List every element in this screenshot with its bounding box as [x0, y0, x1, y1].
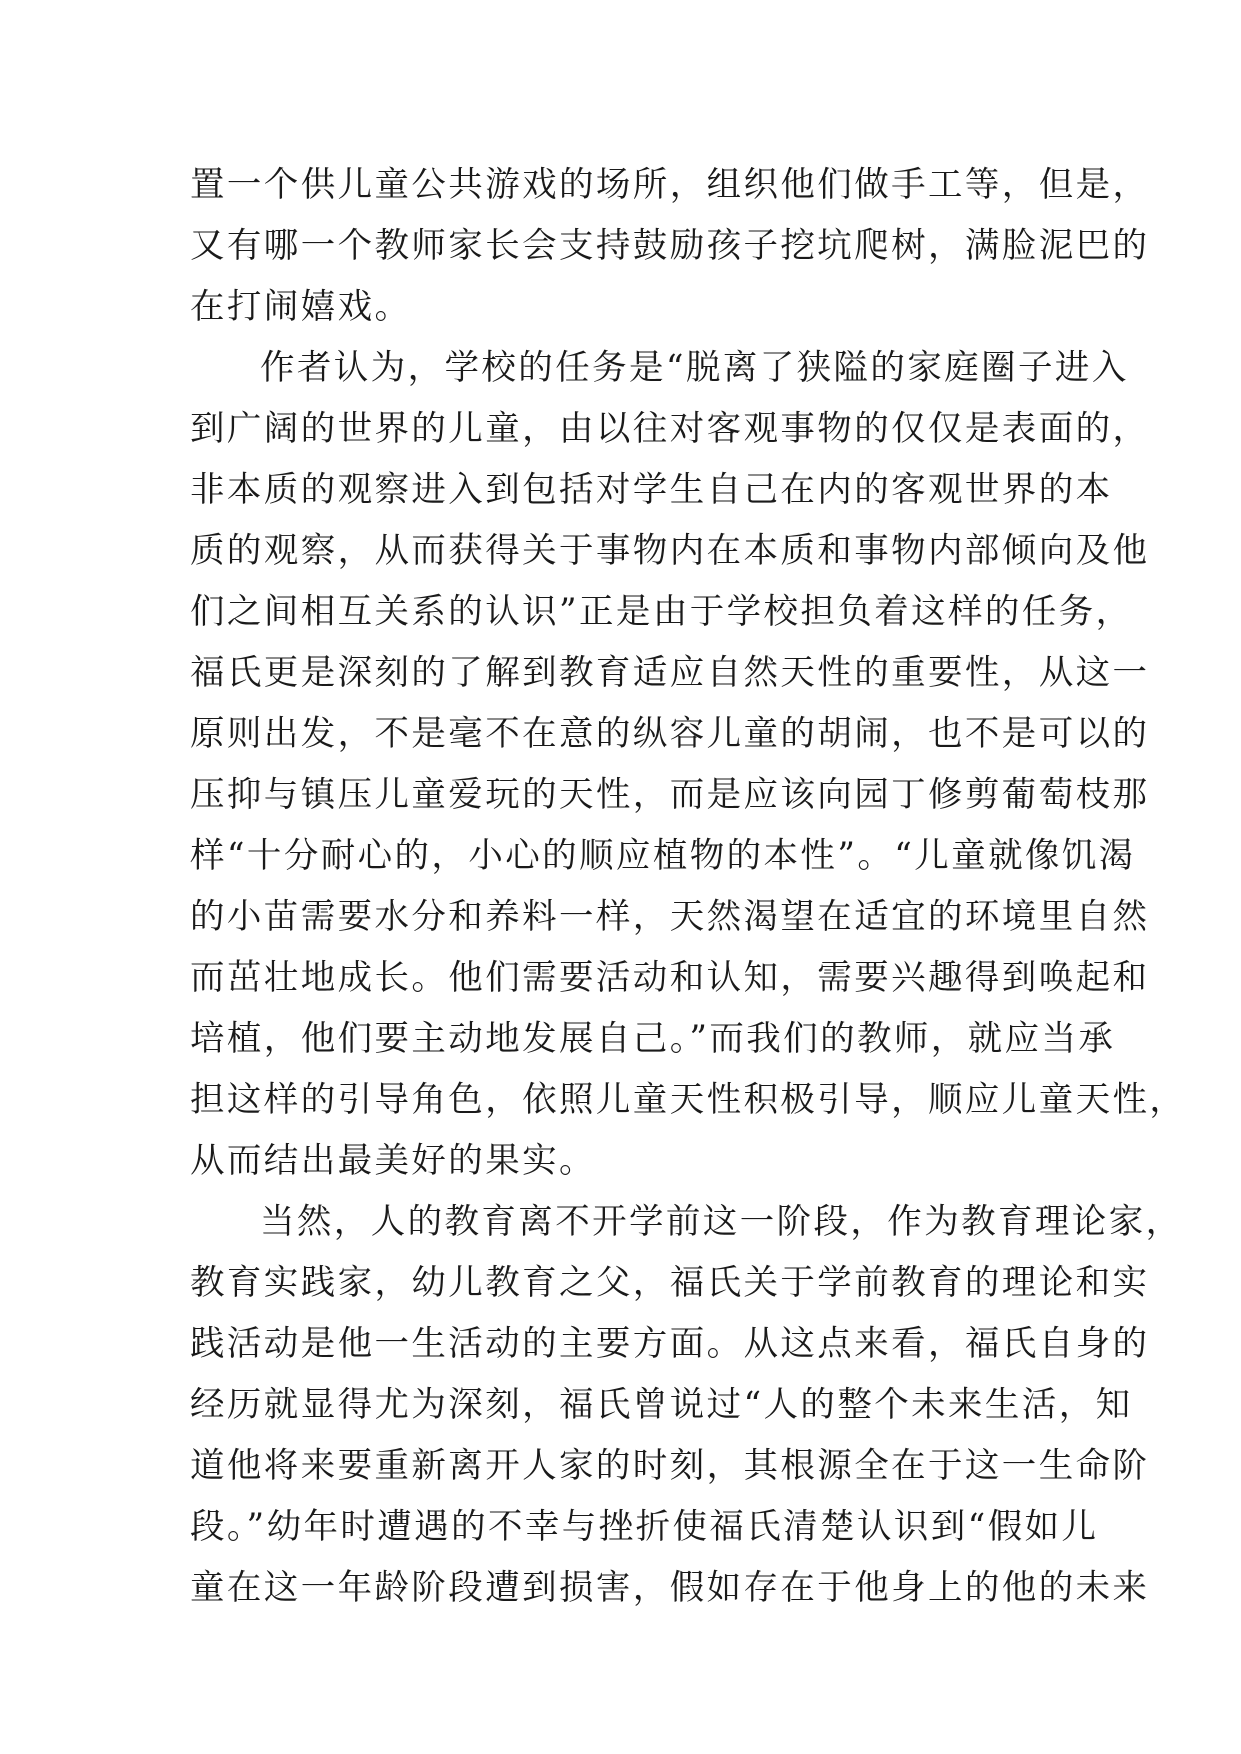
body-text [190, 155, 1187, 1619]
text-line: 样“十分耐心的，小心的顺应植物的本性”。“儿童就像饥渴 [190, 836, 1136, 876]
text-line: 段。”幼年时遭遇的不幸与挫折使福氏清楚认识到“假如儿 [190, 1507, 1099, 1547]
text-line: 置一个供儿童公共游戏的场所，组织他们做手工等，但是， [190, 165, 1150, 205]
text-line-first: 当然，人的教育离不开学前这一阶段，作为教育理论家， [260, 1202, 1183, 1242]
text-line: 又有哪一个教师家长会支持鼓励孩子挖坑爬树，满脸泥巴的 [190, 226, 1150, 266]
text-line: 培植，他们要主动地发展自己。”而我们的教师，就应当承 [190, 1019, 1116, 1059]
text-line: 道他将来要重新离开人家的时刻，其根源全在于这一生命阶 [190, 1446, 1150, 1486]
text-line: 在打闹嬉戏。 [190, 287, 412, 327]
text-line-first: 作者认为，学校的任务是“脱离了狭隘的家庭圈子进入 [260, 348, 1129, 388]
paragraph-continuation [190, 155, 1150, 338]
text-line: 原则出发，不是毫不在意的纵容儿童的胡闹，也不是可以的 [190, 714, 1150, 754]
text-line: 践活动是他一生活动的主要方面。从这点来看，福氏自身的 [190, 1324, 1150, 1364]
text-line: 非本质的观察进入到包括对学生自己在内的客观世界的本 [190, 470, 1113, 510]
text-line: 教育实践家，幼儿教育之父，福氏关于学前教育的理论和实 [190, 1263, 1150, 1303]
text-line: 童在这一年龄阶段遭到损害，假如存在于他身上的他的未来 [190, 1568, 1150, 1608]
text-line: 的小苗需要水分和养料一样，天然渴望在适宜的环境里自然 [190, 897, 1150, 937]
text-line: 到广阔的世界的儿童，由以往对客观事物的仅仅是表面的， [190, 409, 1150, 449]
paragraph-preschool [190, 1192, 1183, 1619]
text-line: 质的观察，从而获得关于事物内在本质和事物内部倾向及他 [190, 531, 1150, 571]
text-line: 担这样的引导角色，依照儿童天性积极引导，顺应儿童天性， [190, 1080, 1187, 1120]
text-line: 福氏更是深刻的了解到教育适应自然天性的重要性，从这一 [190, 653, 1150, 693]
text-line: 压抑与镇压儿童爱玩的天性，而是应该向园丁修剪葡萄枝那 [190, 775, 1150, 815]
text-line: 从而结出最美好的果实。 [190, 1141, 596, 1181]
text-line: 经历就显得尤为深刻，福氏曾说过“人的整个未来生活，知 [190, 1385, 1133, 1425]
text-line: 们之间相互关系的认识”正是由于学校担负着这样的任务， [190, 592, 1133, 632]
paragraph-school-task [190, 338, 1187, 1192]
text-line: 而茁壮地成长。他们需要活动和认知，需要兴趣得到唤起和 [190, 958, 1150, 998]
